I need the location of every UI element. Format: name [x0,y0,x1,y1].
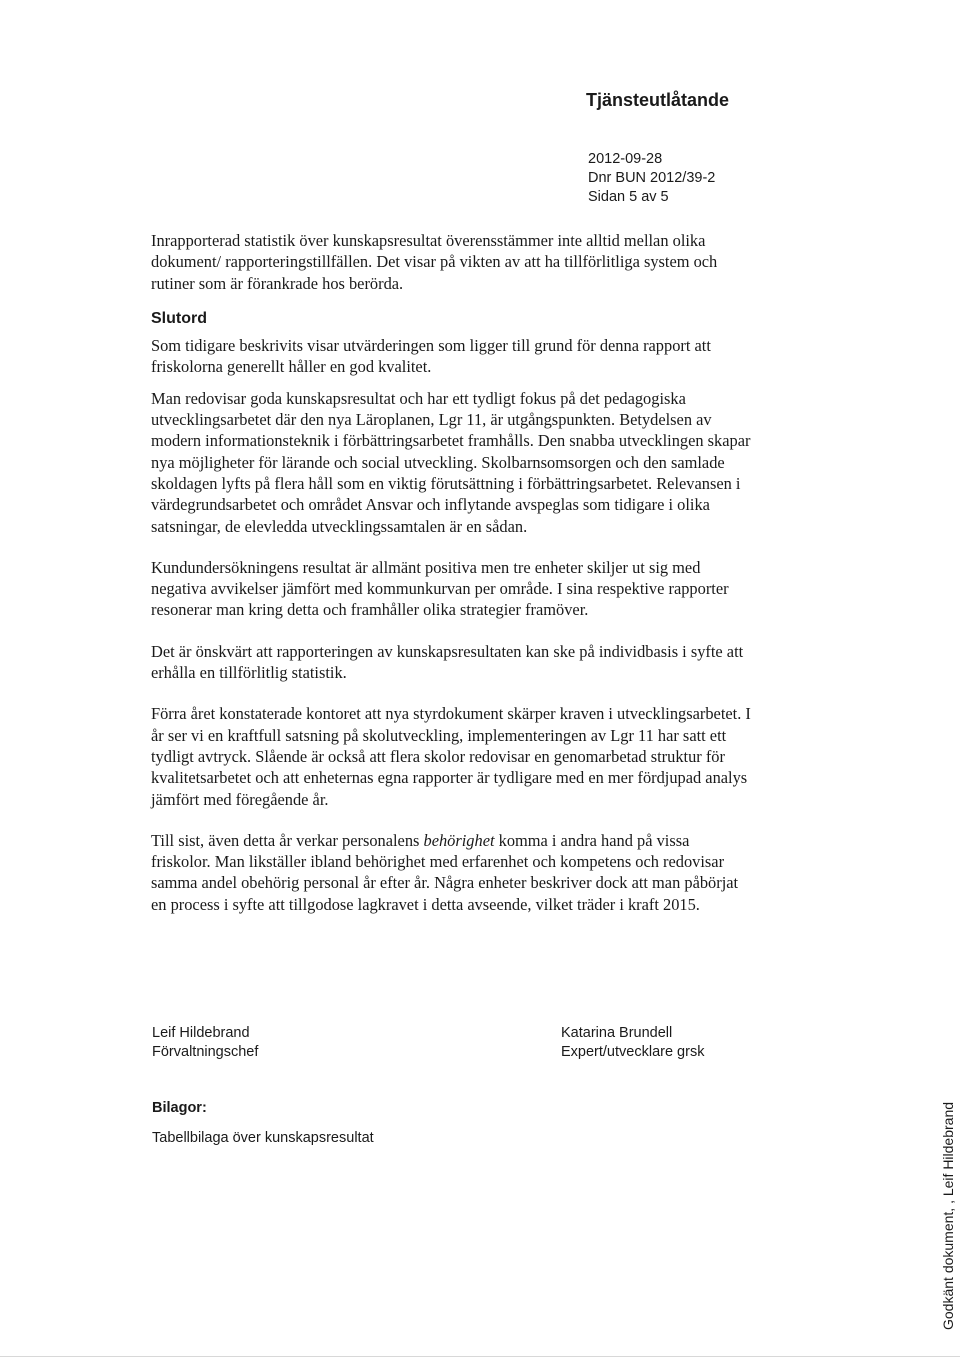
signature-left [152,1024,258,1062]
paragraph-6 [151,830,751,915]
paragraph-1: Som tidigare beskrivits visar utvärderingen som ligger till grund för denna rapport att friskolorna generellt håller en god kvalitet. [151,336,711,377]
attachments-heading: Bilagor: [152,1100,207,1116]
signer-title-left: Förvaltningschef [152,1044,259,1060]
signer-name-right: Katarina Brundell [561,1025,673,1041]
document-title: Tjänsteutlåtande [586,90,730,110]
signature-right [561,1024,704,1062]
paragraph-5: Förra året konstaterade kontoret att nya styrdokument skärper kraven i utvecklingsarbetet. I år ser vi en kraftfull satsning på skolutveckling, implementeringen av Lgr 11 har satt ett tydligt avtryck. Slående är också att flera skolor redovisar en genomarbetad struktur för kvalitetsarbetet och att enheternas egna rapporter är tydligare med en mer fördjupad analys jämfört med föregående år. [151,704,751,809]
page-bottom-divider [0,1356,960,1357]
intro-paragraph: Inrapporterad statistik över kunskapsresultat överensstämmer inte alltid mellan olika dokument/ rapporteringstillfällen. Det visar på vikten av att ha tillförlitliga system och rutiner som är förankrade hos berörda. [151,231,718,293]
paragraph-2: Man redovisar goda kunskapsresultat och har ett tydligt fokus på det pedagogiska utvecklingsarbetet där den nya Läroplanen, Lgr 11, är utgångspunkten. Betydelsen av modern informationsteknik i förbättringsarbetet framhålls. Den snabba utvecklingen skapar nya möjligheter för lärande och social utveckling. Skolbarnsomsorgen och den samlade skoldagen lyfts på flera håll som en viktig förutsättning i förbättringsarbetet. Relevansen i värdegrundsarbetet och området Ansvar och inflytande avspeglas som tidigare i olika satsningar, de elevledda utvecklingssamtalen är en sådan. [151,388,751,536]
signer-title-right: Expert/utvecklare grsk [561,1044,705,1060]
document-body [151,230,751,925]
attachments-section [152,1100,374,1146]
paragraph-6-end: komma i andra hand på vissa friskolor. Man likställer ibland behörighet med erfarenhet och kompetens och redovisar samma andel obehörig personal år efter år. Några enheter beskriver dock att man påbörjat en process i syfte att tillgodose lagkravet i detta avseende, vilket träder i kraft 2015. [151,830,739,914]
section-heading-slutord: Slutord [151,309,207,327]
paragraph-6-emphasis: behörighet [423,830,495,850]
paragraph-4: Det är önskvärt att rapporteringen av kunskapsresultaten kan ske på individbasis i syfte att erhålla en tillförlitlig statistik. [151,641,744,683]
document-dnr: Dnr BUN 2012/39-2 [588,170,716,186]
paragraph-6-start: Till sist, även detta år verkar personalens [151,830,424,850]
document-meta [588,150,715,207]
signer-name-left: Leif Hildebrand [152,1025,250,1041]
page-number: Sidan 5 av 5 [588,189,669,205]
attachment-item: Tabellbilaga över kunskapsresultat [152,1130,374,1146]
approval-side-note: Godkänt dokument, , Leif Hildebrand [940,1101,956,1330]
paragraph-3: Kundundersökningens resultat är allmänt positiva men tre enheter skiljer ut sig med negativa avvikelser jämfört med kommunkurvan per område. I sina respektive rapporter resonerar man kring detta och framhåller olika strategier framöver. [151,557,729,620]
document-date: 2012-09-28 [588,151,663,167]
